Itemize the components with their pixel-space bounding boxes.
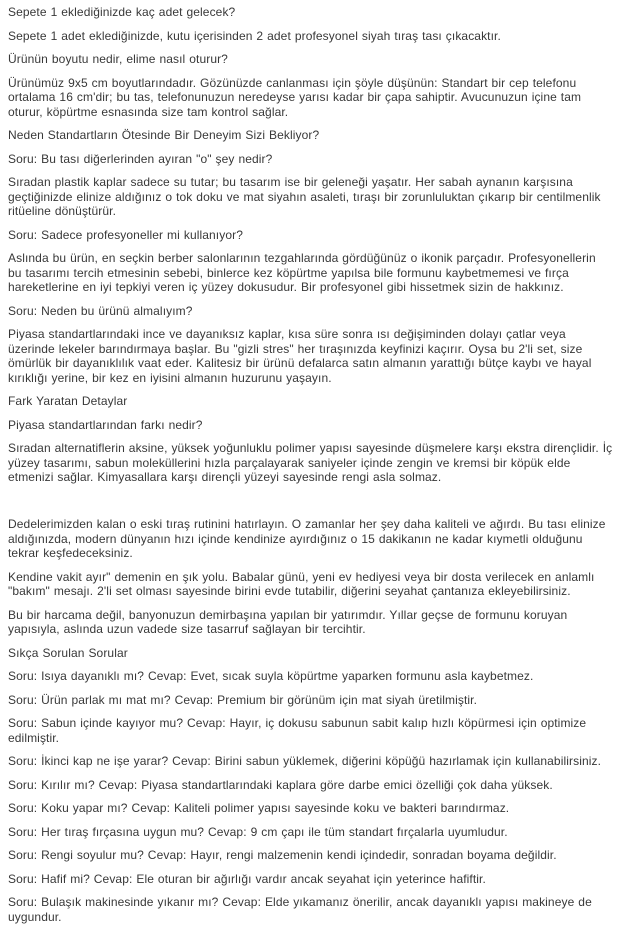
paragraph: Piyasa standartlarından farkı nedir? <box>8 417 203 432</box>
paragraph: Aslında bu ürün, en seçkin berber salonlarının tezgahlarında gördüğünüz o ikonik parçadır. Profesyonellerin bu tasarımı tercih etmesinin sebebi, binlerce kez köpürtme yapılsa bile formunu kaybetmemesi ve fırça hareketlerine en iyi tepkiyi veren iç yüzey dokusudur. Bir profesyonel gibi hissetmek sizin de hakkınız. <box>8 251 596 294</box>
paragraph: Soru: Koku yapar mı? Cevap: Kaliteli polimer yapısı sayesinde koku ve bakteri barındırmaz. <box>8 801 510 815</box>
paragraph: Ürünün boyutu nedir, elime nasıl oturur? <box>8 52 228 66</box>
paragraph: Soru: Isıya dayanıklı mı? Cevap: Evet, sıcak suyla köpürtme yaparken formunu asla kaybetmez. <box>8 669 534 683</box>
paragraph: Soru: Sadece profesyoneller mi kullanıyor? <box>8 227 243 242</box>
paragraph: Piyasa standartlarındaki ince ve dayanıksız kaplar, kısa süre sonra ısı değişiminden dolayı çatlar veya üzerinde lekeler barındırmaya başlar. Bu "gizli stres" her tıraşınızda keyfinizi kaçırır. Oysa bu 2'li set, size ömürlük bir dayanıklılık vaat eder. Kalitesiz bir ürünü defalarca satın almanın yarattığı bütçe kaybı ve hayal kırıklığı yerine, bir kez en iyisini almanın huzurunu yaşayın. <box>8 327 592 385</box>
paragraph: Dedelerimizden kalan o eski tıraş rutinini hatırlayın. O zamanlar her şey daha kaliteli ve ağırdı. Bu tası elinize aldığınızda, modern dünyanın hızı içinde kendinize ayırdığınız o 15 dakikanın ne kadar kıymetli olduğunu tekrar keşfedeceksiniz. <box>8 517 606 560</box>
paragraph: Ürünümüz 9x5 cm boyutlarındadır. Gözünüzde canlanması için şöyle düşünün: Standart bir cep telefonu ortalama 16 cm'dir; bu tas, telefonunuzun neredeyse yarısı kadar bir çapa sahiptir. Avucunuzun içine tam oturur, köpürtme esnasında size tam kontrol sağlar. <box>8 75 582 119</box>
paragraph: Soru: Rengi soyulur mu? Cevap: Hayır, rengi malzemenin kendi içindedir, sonradan boyama değildir. <box>8 848 557 862</box>
paragraph: Sıradan alternatiflerin aksine, yüksek yoğunluklu polimer yapısı sayesinde düşmelere karşı ekstra dirençlidir. İç yüzey tasarımı, sabun moleküllerini hızla parçalayarak saniyeler içinde zengin ve kremsi bir köpük elde etmenizi sağlar. Kimyasallara karşı dirençli yüzeyi sayesinde rengi asla solmaz. <box>8 441 613 484</box>
paragraph: Soru: Neden bu ürünü almalıyım? <box>8 303 193 318</box>
paragraph: Soru: İkinci kap ne işe yarar? Cevap: Birini sabun yüklemek, diğerini köpüğü hazırlamak için kullanabilirsiniz. <box>8 754 602 768</box>
paragraph: Fark Yaratan Detaylar <box>8 394 128 408</box>
paragraph: Neden Standartların Ötesinde Bir Deneyim Sizi Bekliyor? <box>8 128 320 142</box>
paragraph: Bu bir harcama değil, banyonuzun demirbaşına yapılan bir yatırımdır. Yıllar geçse de formunu koruyan yapısıyla, aslında uzun vadede size tasarruf sağlayan bir tercihtir. <box>8 607 568 636</box>
paragraph: Soru: Hafif mi? Cevap: Ele oturan bir ağırlığı vardır ancak seyahat için yeterince hafiftir. <box>8 871 486 886</box>
paragraph: Sıradan plastik kaplar sadece su tutar; bu tasarım ise bir geleneği yaşatır. Her sabah aynanın karşısına geçtiğinizde elinize aldığınız o tok doku ve mat siyahın asaleti, tıraşı bir zorunluluktan çıkarıp bir centilmenlik ritüeline dönüştürür. <box>8 175 601 218</box>
paragraph: Sıkça Sorulan Sorular <box>8 645 128 660</box>
paragraph: Soru: Sabun içinde kayıyor mu? Cevap: Hayır, iç dokusu sabunun sabit kalıp hızlı köpürmesi için optimize edilmiştir. <box>8 716 587 745</box>
paragraph: Soru: Her tıraş fırçasına uygun mu? Cevap: 9 cm çapı ile tüm standart fırçalarla uyumludur. <box>8 824 508 839</box>
paragraph: Kendine vakit ayır" demenin en şık yolu. Babalar günü, yeni ev hediyesi veya bir dosta verilecek en anlamlı "bakım" mesajı. 2'li set olması sayesinde birini evde tutabilir, diğerini seyahat çantanıza ekleyebilirsiniz. <box>8 569 595 598</box>
paragraph: Sepete 1 adet eklediğinizde, kutu içerisinden 2 adet profesyonel siyah tıraş tası çıkacaktır. <box>8 28 501 43</box>
paragraph: Soru: Kırılır mı? Cevap: Piyasa standartlarındaki kaplara göre darbe emici özelliği çok daha yüksek. <box>8 777 553 792</box>
paragraph-spacer <box>8 494 613 509</box>
paragraph: Sepete 1 eklediğinizde kaç adet gelecek? <box>8 5 236 19</box>
paragraph: Soru: Bulaşık makinesinde yıkanır mı? Cevap: Elde yıkamanız önerilir, ancak dayanıklı yapısı makineye de uygundur. <box>8 895 592 924</box>
paragraph: Soru: Ürün parlak mı mat mı? Cevap: Premium bir görünüm için mat siyah üretilmiştir. <box>8 692 478 707</box>
paragraph: Soru: Bu tası diğerlerinden ayıran "o" şey nedir? <box>8 151 273 166</box>
